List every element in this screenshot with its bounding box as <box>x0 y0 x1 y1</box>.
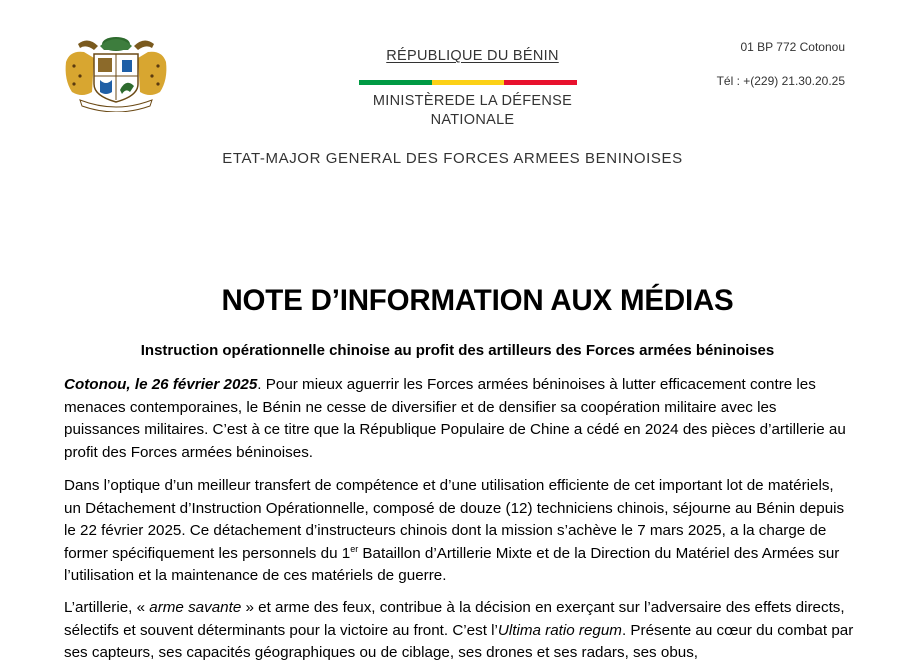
coat-of-arms-emblem <box>60 34 172 112</box>
document-title: NOTE D’INFORMATION AUX MÉDIAS <box>221 284 734 317</box>
republic-heading: RÉPUBLIQUE DU BÉNIN <box>386 48 559 64</box>
paragraph-2-text-after: Bataillon d’Artillerie Mixte et de la Direction du Matériel des Armées sur l’utilisation et la maintenance de ces matériels de guerre. <box>64 544 840 584</box>
paragraph-2 <box>64 475 854 588</box>
contact-address: 01 BP 772 Cotonou <box>740 40 845 54</box>
flag-stripe-red <box>504 80 577 85</box>
national-flag-bar <box>359 80 577 85</box>
coat-of-arms-icon <box>60 34 172 112</box>
paragraph-3-text-a: L’artillerie, « <box>64 599 150 616</box>
paragraph-3-italic-b: Ultima ratio regum <box>497 621 622 639</box>
document-subtitle: Instruction opérationnelle chinoise au profit des artilleurs des Forces armées béninoises <box>140 342 775 359</box>
ordinal-superscript: er <box>350 543 359 554</box>
flag-stripe-green <box>359 80 432 85</box>
flag-stripe-yellow <box>432 80 505 85</box>
etat-major-heading: ETAT-MAJOR GENERAL DES FORCES ARMEES BENINOISES <box>222 150 683 167</box>
ministry-line-2: NATIONALE <box>430 112 515 128</box>
ministry-line-1: MINISTÈREDE LA DÉFENSE <box>372 93 573 109</box>
contact-telephone: Tél : +(229) 21.30.20.25 <box>716 74 845 88</box>
ministry-heading <box>300 92 645 130</box>
paragraph-2-text-before: Dans l’optique d’un meilleur transfert de compétence et d’une utilisation efficiente de cet important lot de matériels, un Détachement d’Instruction Opérationnelle, composé de douze (12) techniciens chinois, séjourne au Bénin depuis le 22 février 2025. Ce détachement d’instructeurs chinois dont la mission s’achève le 7 mars 2025, a la charge de former spécifiquement les personnels du 1 <box>64 477 845 562</box>
paragraph-3 <box>64 597 854 665</box>
paragraph-3-text-b: » et arme des feux, contribue à la décision en exerçant sur l’adversaire des effets directs, sélectifs et souvent déterminants pour la victoire au front. C’est l’ <box>64 599 845 639</box>
paragraph-3-text-c: . Présente au cœur du combat par ses capteurs, ses capacités géographiques ou de ciblage, ses drones et ses radars, ses obus, <box>64 621 854 661</box>
paragraph-1 <box>64 374 854 464</box>
paragraph-3-italic-a: arme savante <box>149 599 242 616</box>
dateline: Cotonou, le 26 février 2025 <box>64 376 258 393</box>
paragraph-1-text: . Pour mieux aguerrir les Forces armées béninoises à lutter efficacement contre les menaces contemporaines, le Bénin ne cesse de diversifier et de densifier sa coopération militaire avec les puissances militaires. C’est à ce titre que la République Populaire de Chine a cédé en 2024 des pièces d’artillerie au profit des Forces armées béninoises. <box>64 376 846 461</box>
